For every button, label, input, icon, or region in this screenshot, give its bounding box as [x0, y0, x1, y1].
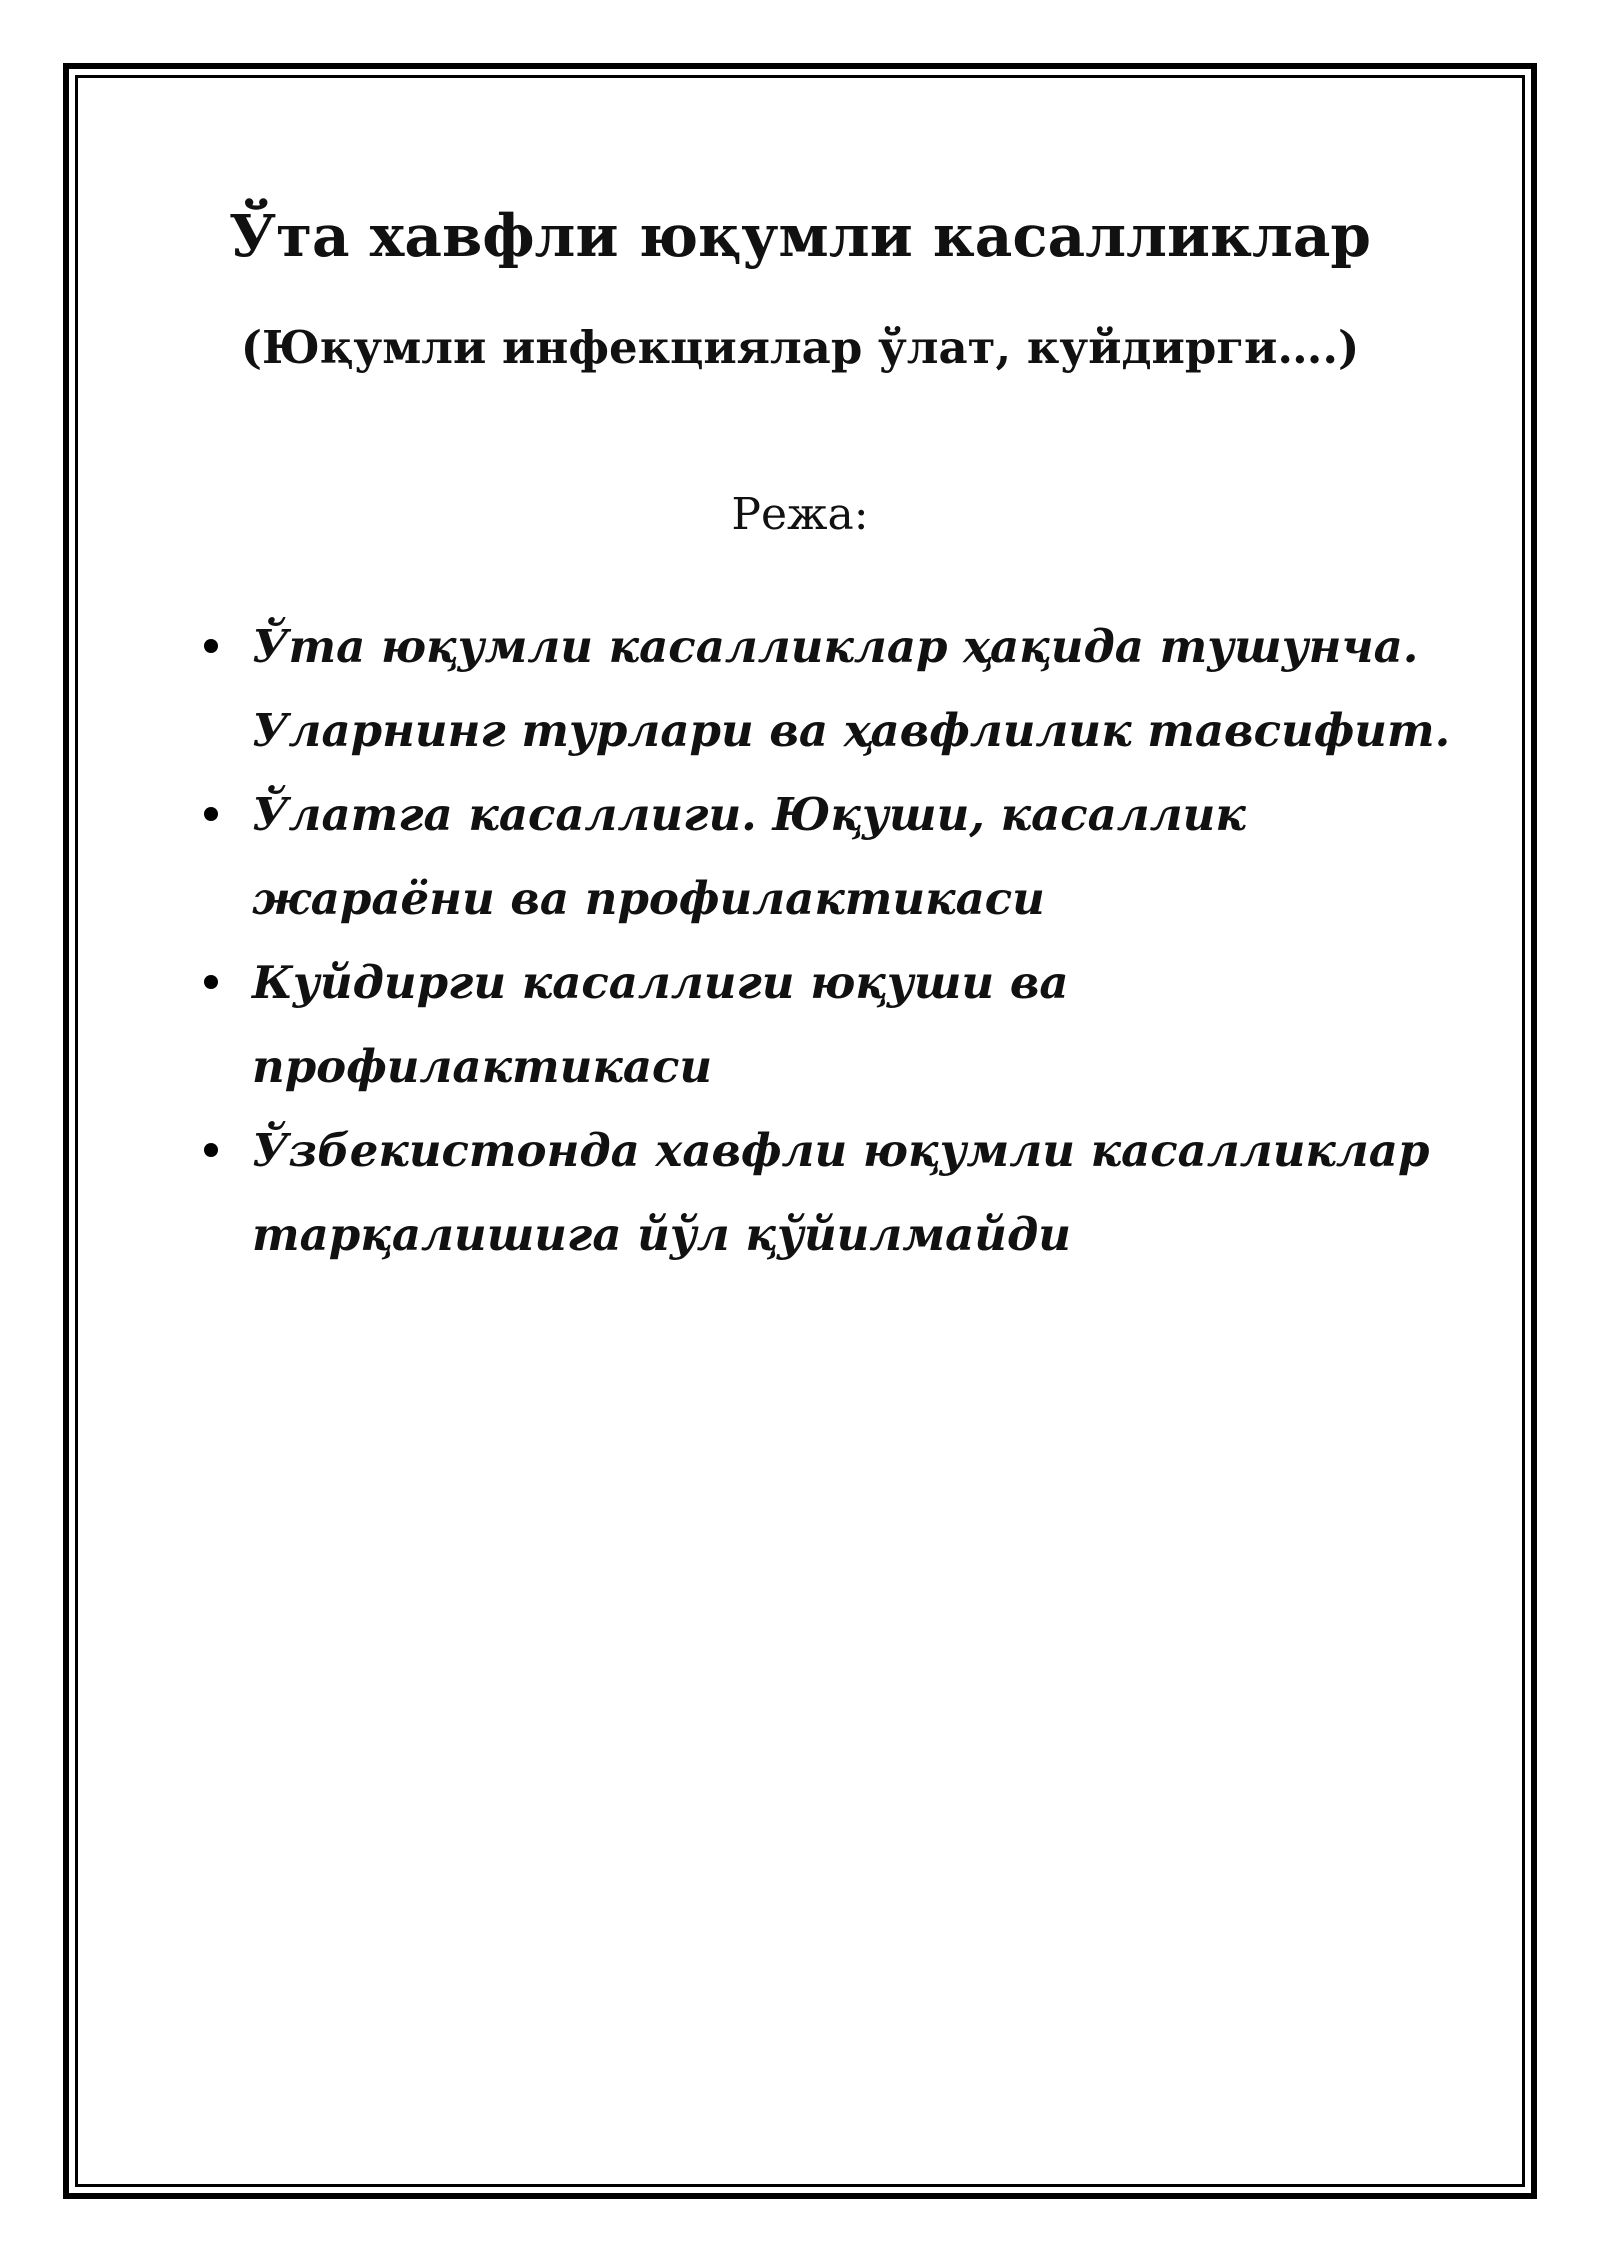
plan-item-line: жараёни ва профилактикаси [252, 872, 1045, 925]
document-subtitle: (Юқумли инфекциялар ўлат, куйдирги….) [240, 321, 1360, 374]
bullet-icon [204, 807, 218, 821]
plan-item [200, 773, 1460, 941]
document-title: Ўта хавфли юқумли касалликлар [229, 202, 1371, 270]
plan-list [200, 605, 1460, 1277]
plan-item-line: тарқалишига йўл қўйилмайди [252, 1208, 1071, 1261]
plan-item [200, 1109, 1460, 1277]
plan-item-line: Ўзбекистонда хавфли юқумли касалликлар [252, 1124, 1430, 1177]
plan-item-line: профилактикаси [252, 1040, 713, 1093]
plan-heading: Режа: [731, 489, 869, 540]
plan-item [200, 941, 1460, 1109]
plan-item [200, 605, 1460, 773]
plan-item-line: Куйдирги касаллиги юқуши ва [252, 956, 1069, 1009]
plan-item-line: Уларнинг турлари ва ҳавфлилик тавсифит. [252, 704, 1451, 757]
bullet-icon [204, 975, 218, 989]
bullet-icon [204, 639, 218, 653]
plan-item-line: Ўлатга касаллиги. Юқуши, касаллик [252, 788, 1246, 841]
bullet-icon [204, 1143, 218, 1157]
plan-item-line: Ўта юқумли касалликлар ҳақида тушунча. [252, 620, 1419, 673]
